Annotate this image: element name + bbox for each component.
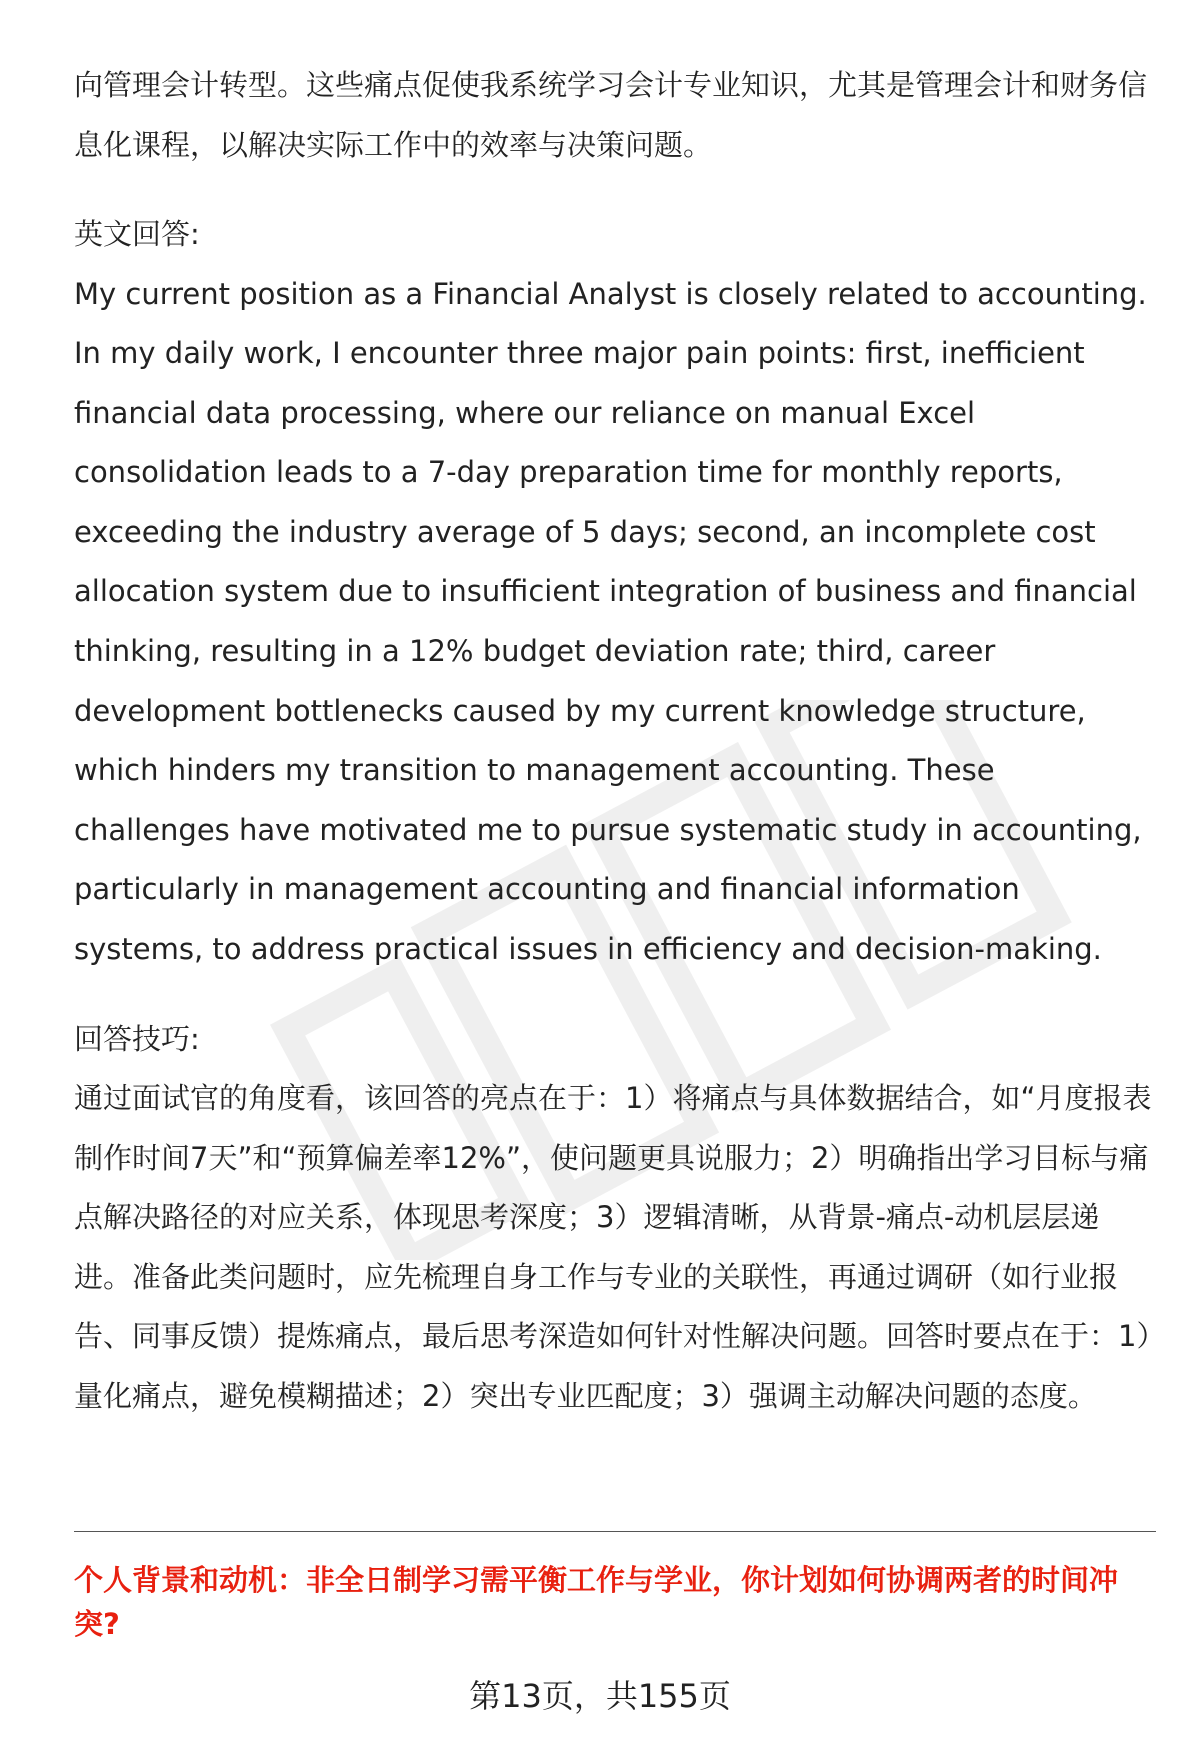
english-answer-paragraph: My current position as a Financial Analyst is closely related to accounting. In my daily work, I encounter three major pain points: first, inefficient financial data processing, where our reliance on manual Excel consolidation leads to a 7-day preparation time for monthly reports, exceeding the industry average of 5 days; second, an incomplete cost allocation system due to insufficient integration of business and financial thinking, resulting in a 12% budget deviation rate; third, career development bottlenecks caused by my current knowledge structure, which hinders my transition to management accounting. These challenges have motivated me to pursue systematic study in accounting, particularly in management accounting and financial information systems, to address practical issues in efficiency and decision-making. (74, 276, 1147, 967)
english-answer-label: 英文回答: (74, 217, 200, 251)
spacer (74, 175, 1154, 205)
tips-paragraph: 通过面试官的角度看，该回答的亮点在于：1）将痛点与具体数据结合，如“月度报表制作时间7天”和“预算偏差率12%”，使问题更具说服力；2）明确指出学习目标与痛点解决路径的对应关系，体现思考深度；3）逻辑清晰，从背景-痛点-动机层层递进。准备此类问题时，应先梳理自身工作与专业的关联性，再通过调研（如行业报告、同事反馈）提炼痛点，最后思考深造如何针对性解决问题。回答时要点在于：1）量化痛点，避免模糊描述；2）突出专业匹配度；3）强调主动解决问题的态度。 (74, 1081, 1152, 1413)
section-divider (74, 1531, 1156, 1532)
intro-paragraph: 向管理会计转型。这些痛点促使我系统学习会计专业知识，尤其是管理会计和财务信息化课程，以解决实际工作中的效率与决策问题。 (74, 68, 1148, 162)
main-content (74, 56, 1154, 1426)
page-indicator: 第13页，共155页 (469, 1677, 731, 1715)
page-footer (0, 1672, 1200, 1720)
spacer (74, 980, 1154, 1010)
tips-label: 回答技巧: (74, 1021, 200, 1056)
next-question-heading: 个人背景和动机：非全日制学习需平衡工作与学业，你计划如何协调两者的时间冲突? (74, 1563, 1119, 1641)
